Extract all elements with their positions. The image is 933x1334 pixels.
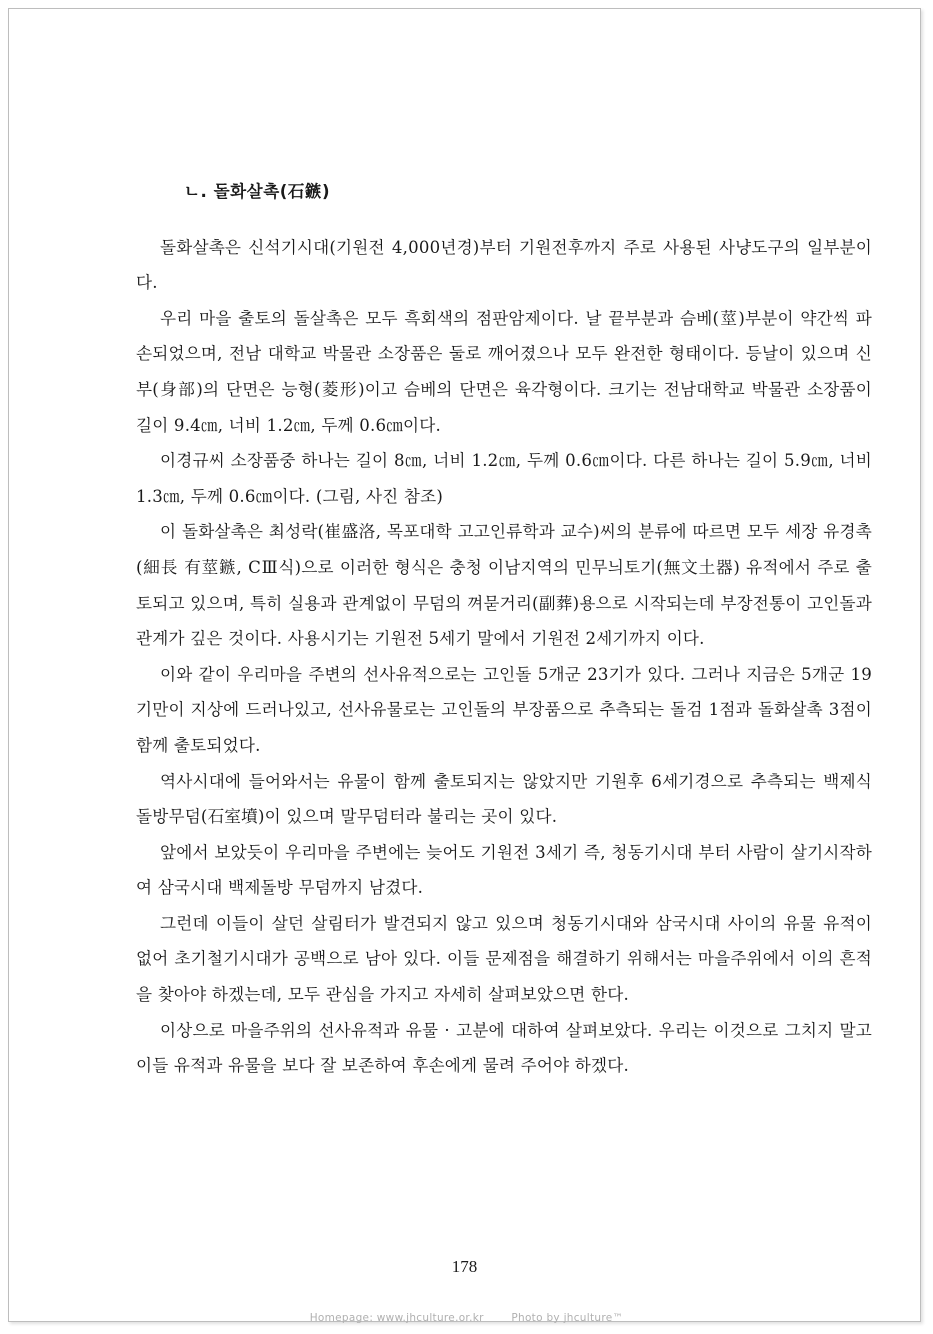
paragraph-8: 그런데 이들이 살던 살림터가 발견되지 않고 있으며 청동기시대와 삼국시대 사이의 유물 유적이 없어 초기철기시대가 공백으로 남아 있다. 이들 문제점을 해결하기 위해서는 마을주위에서 이의 흔적을 찾아야 하겠는데, 모두 관심을 가지고 자세히 살펴보았으면 한다. [136,913,872,1005]
paragraph-1: 돌화살촉은 신석기시대(기원전 4,000년경)부터 기원전후까지 주로 사용된 사냥도구의 일부분이다. [136,237,872,293]
footer-homepage: Homepage: www.jhculture.or.kr [309,1312,484,1324]
document-body [136,174,872,1084]
footer-photo-credit: Photo by jhculture™ [511,1312,624,1324]
paragraph-9: 이상으로 마을주위의 선사유적과 유물 · 고분에 대하여 살펴보았다. 우리는 이것으로 그치지 말고 이들 유적과 유물을 보다 잘 보존하여 후손에게 물려 주어야 하겠다. [136,1020,872,1076]
section-heading: ㄴ. 돌화살촉(石鏃) [184,182,331,201]
paragraph-6: 역사시대에 들어와서는 유물이 함께 출토되지는 않았지만 기원후 6세기경으로 추측되는 백제식 돌방무덤(石室墳)이 있으며 말무덤터라 불리는 곳이 있다. [136,771,872,827]
paragraph-2: 우리 마을 출토의 돌살촉은 모두 흑회색의 점판암제이다. 날 끝부분과 슴베(莖)부분이 약간씩 파손되었으며, 전남 대학교 박물관 소장품은 둘로 깨어졌으나 모두 완전한 형태이다. 등날이 있으며 신부(身部)의 단면은 능형(菱形)이고 슴베의 단면은 육각형이다. 크기는 전남대학교 박물관 소장품이 길이 9.4㎝, 너비 1.2㎝, 두께 0.6㎝이다. [136,308,872,435]
paragraph-5: 이와 같이 우리마을 주변의 선사유적으로는 고인돌 5개군 23기가 있다. 그러나 지금은 5개군 19기만이 지상에 드러나있고, 선사유물로는 고인돌의 부장품으로 추측되는 돌검 1점과 돌화살촉 3점이 함께 출토되었다. [136,664,872,755]
document-page [8,8,921,1322]
footer-watermark [0,1312,933,1324]
paragraph-7: 앞에서 보았듯이 우리마을 주변에는 늦어도 기원전 3세기 즉, 청동기시대 부터 사람이 살기시작하여 삼국시대 백제돌방 무덤까지 남겼다. [136,842,872,898]
paragraph-4: 이 돌화살촉은 최성락(崔盛洛, 목포대학 고고인류학과 교수)씨의 분류에 따르면 모두 세장 유경촉(細長 有莖鏃, CⅢ식)으로 이러한 형식은 충청 이남지역의 민무늬토기(無文土器) 유적에서 주로 출토되고 있으며, 특히 실용과 관계없이 무덤의 껴묻거리(副葬)용으로 시작되는데 부장전통이 고인돌과 관계가 깊은 것이다. 사용시기는 기원전 5세기 말에서 기원전 2세기까지 이다. [136,522,872,649]
page-number: 178 [451,1257,478,1276]
paragraph-3: 이경규씨 소장품중 하나는 길이 8㎝, 너비 1.2㎝, 두께 0.6㎝이다. 다른 하나는 길이 5.9㎝, 너비 1.3㎝, 두께 0.6㎝이다. (그림, 사진 참조) [136,451,872,506]
